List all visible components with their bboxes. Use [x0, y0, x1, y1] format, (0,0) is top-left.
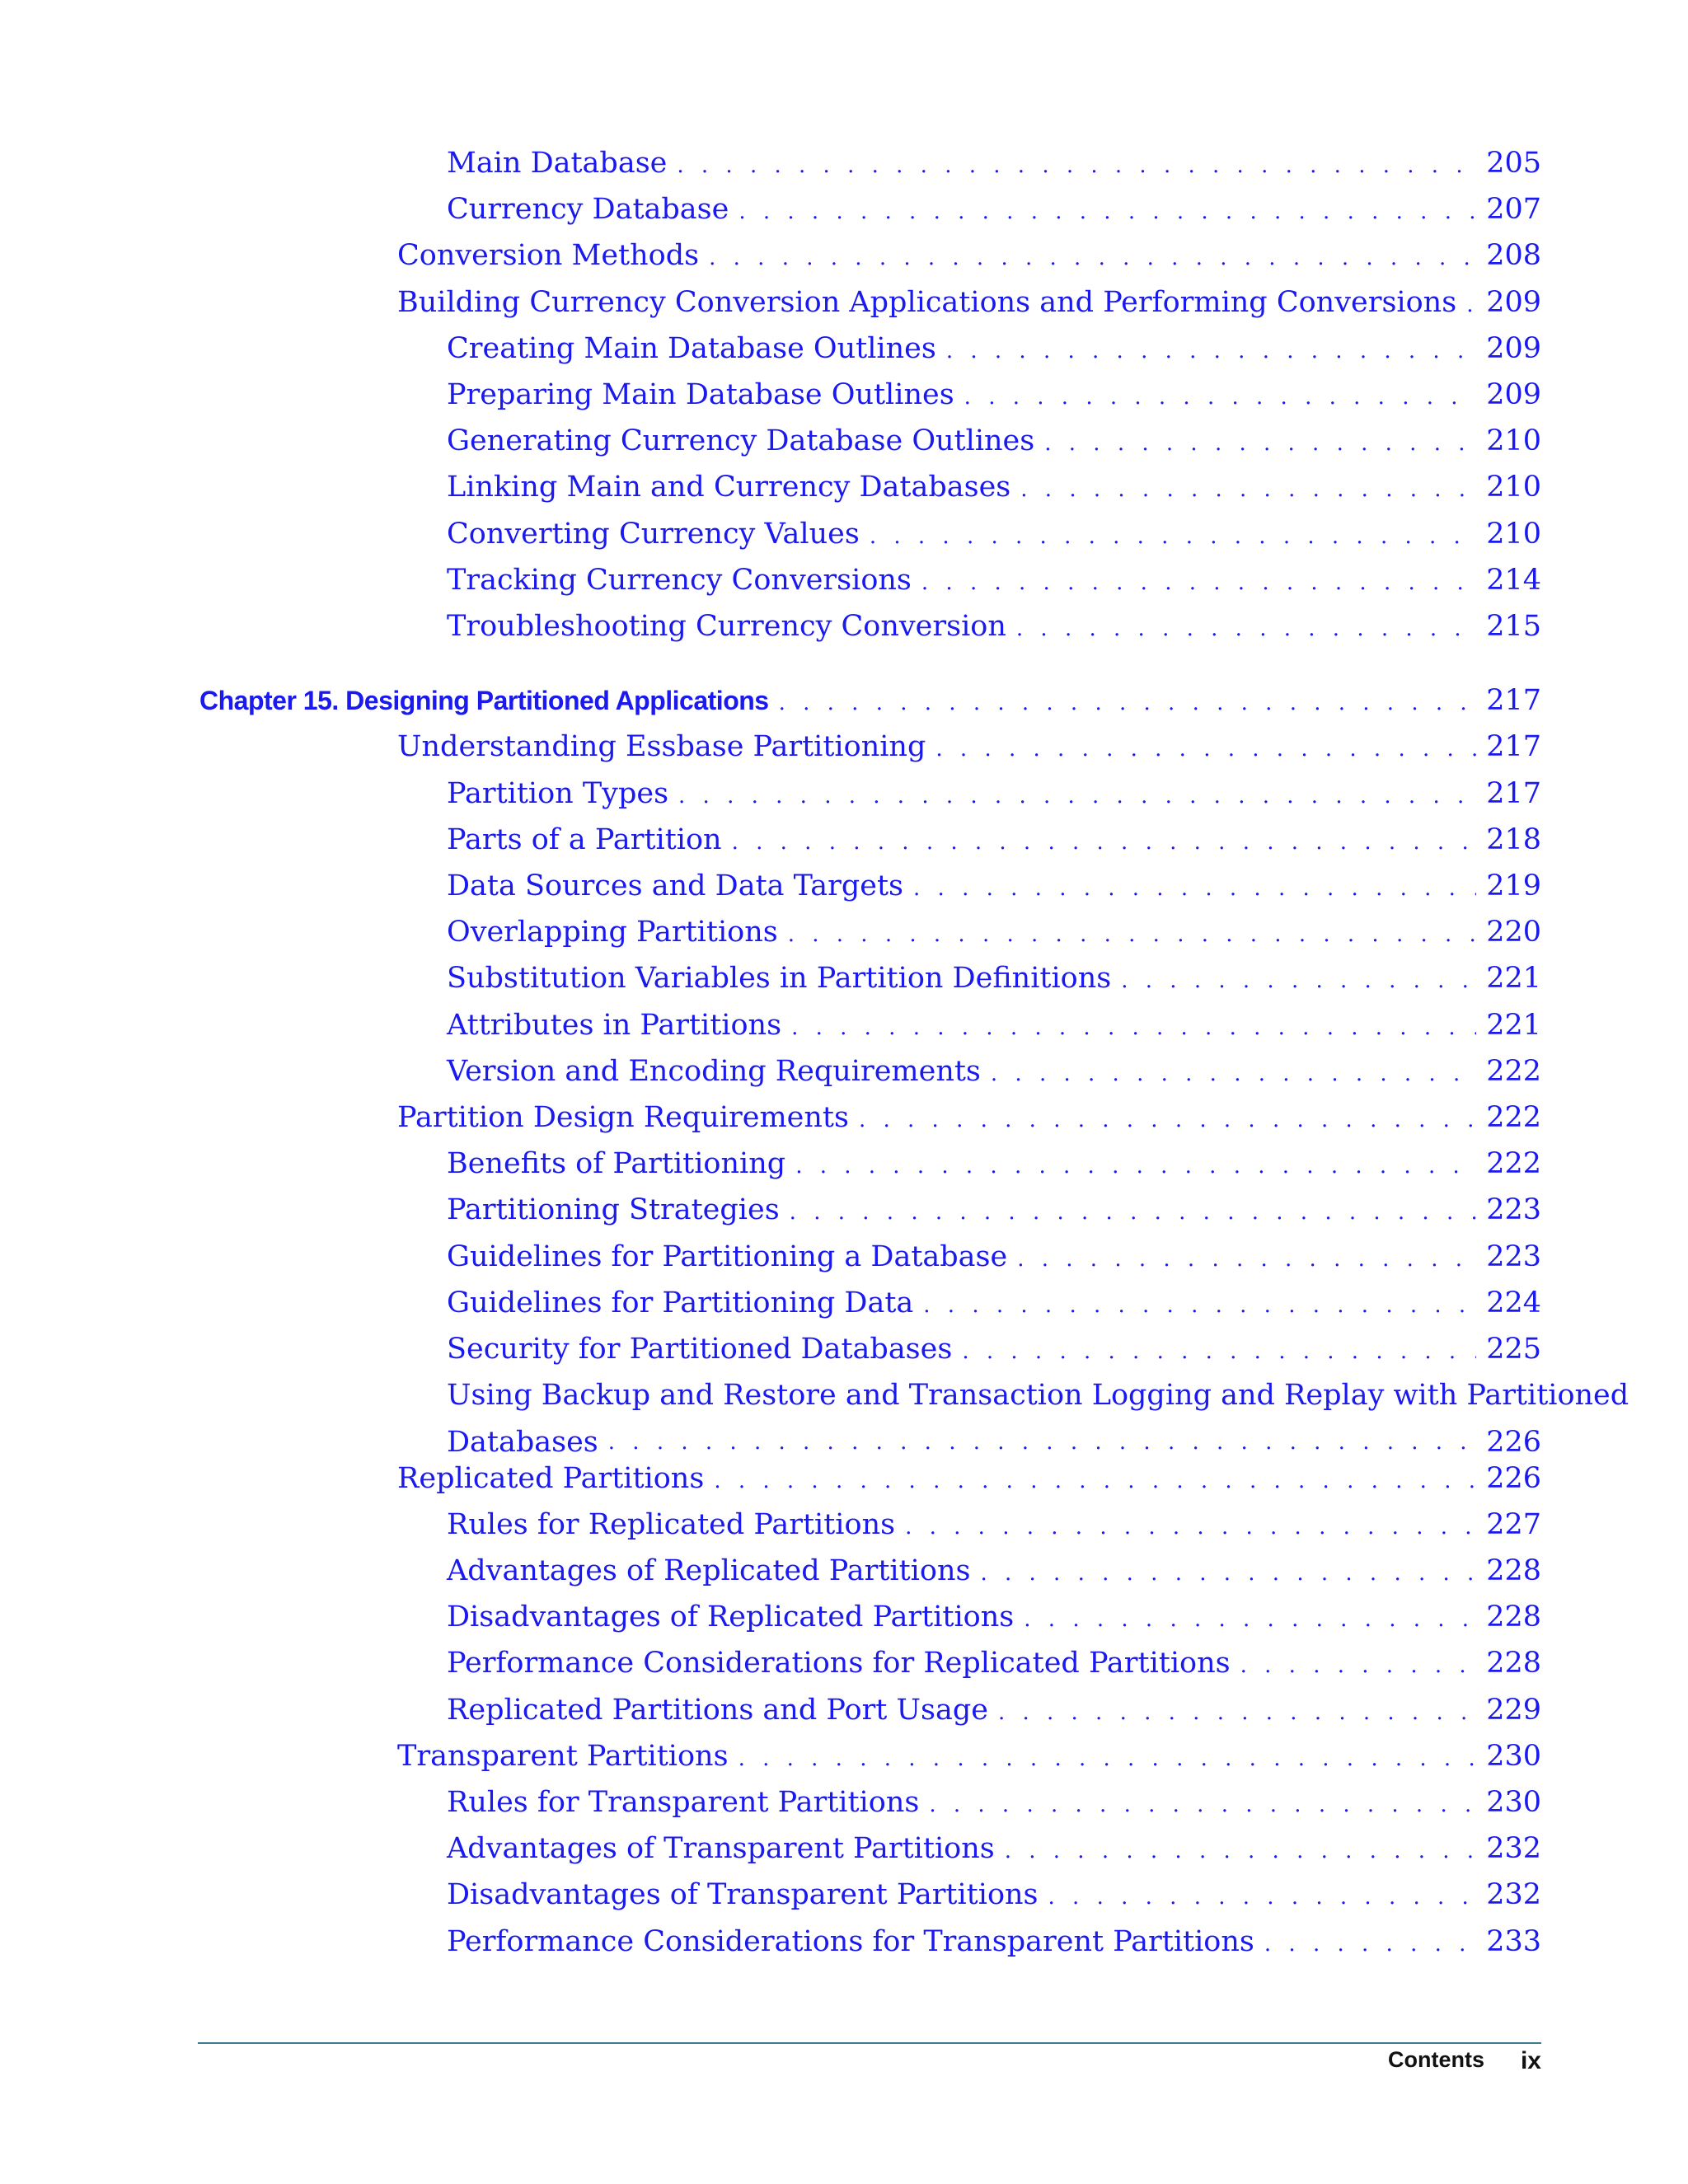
toc-entry-title: Partitioning Strategies — [447, 1193, 780, 1226]
toc-entry[interactable] — [447, 1779, 1541, 1826]
dot-leader — [964, 374, 1477, 421]
toc-entry-title: Disadvantages of Transparent Partitions — [447, 1878, 1039, 1911]
toc-entry[interactable] — [447, 326, 1541, 373]
toc-entry-title: Conversion Methods — [397, 239, 700, 272]
toc-entry[interactable] — [447, 1048, 1541, 1095]
toc-page-number: 228 — [1486, 1647, 1541, 1680]
toc-entry-title: Replicated Partitions — [397, 1462, 705, 1495]
toc-entry[interactable] — [447, 1280, 1541, 1327]
toc-entry[interactable] — [447, 418, 1541, 465]
toc-entry[interactable] — [447, 464, 1541, 511]
toc-entry[interactable] — [447, 1141, 1541, 1188]
toc-entry-title: Partition Design Requirements — [397, 1101, 849, 1134]
dot-leader — [779, 680, 1477, 727]
dot-leader — [998, 1690, 1476, 1736]
toc-page-number: 214 — [1486, 564, 1541, 597]
toc-entry-title: Chapter 15. Designing Partitioned Applications — [199, 686, 769, 715]
toc-entry[interactable] — [447, 863, 1541, 910]
toc-page-number: 209 — [1486, 286, 1541, 319]
toc-entry-title: Partition Types — [447, 777, 669, 810]
toc-entry[interactable] — [447, 140, 1541, 187]
toc-entry-title: Version and Encoding Requirements — [447, 1055, 981, 1088]
toc-page-number: 217 — [1486, 730, 1541, 763]
dot-leader — [870, 513, 1476, 560]
toc-page-number: 221 — [1486, 1009, 1541, 1042]
dot-leader — [991, 1051, 1476, 1098]
toc-page-number: 233 — [1486, 1925, 1541, 1958]
toc-page-number: 215 — [1486, 610, 1541, 643]
toc-entry-title: Guidelines for Partitioning Data — [447, 1286, 914, 1319]
dot-leader — [1048, 1874, 1477, 1921]
toc-page-number: 226 — [1486, 1462, 1541, 1495]
toc-entry[interactable] — [447, 771, 1541, 818]
toc-page-number: 209 — [1486, 378, 1541, 411]
toc-entry-title: Overlapping Partitions — [447, 916, 778, 949]
toc-page-number: 217 — [1486, 777, 1541, 810]
toc-page-number: 221 — [1486, 962, 1541, 995]
toc-entry[interactable] — [447, 1548, 1541, 1595]
toc-entry-title: Substitution Variables in Partition Definitions — [447, 962, 1112, 995]
toc-page-number: 217 — [1486, 684, 1541, 717]
toc-entry-title: Transparent Partitions — [397, 1740, 729, 1773]
toc-page-number: 223 — [1486, 1240, 1541, 1273]
dot-leader — [1240, 1643, 1477, 1690]
dot-leader — [1005, 1828, 1476, 1875]
toc-page-number: 232 — [1486, 1832, 1541, 1865]
toc-page-number: 205 — [1486, 147, 1541, 180]
dot-leader — [905, 1504, 1476, 1551]
toc-page-number: 210 — [1486, 471, 1541, 504]
dot-leader — [1466, 282, 1476, 329]
dot-leader — [1121, 958, 1476, 1005]
page-footer — [1388, 2047, 1541, 2075]
toc-entry-title: Performance Considerations for Transparent Partitions — [447, 1925, 1254, 1958]
toc-entry[interactable] — [447, 1825, 1541, 1872]
dot-leader — [962, 1329, 1476, 1376]
footer-divider — [198, 2042, 1541, 2044]
toc-entry[interactable] — [447, 1919, 1541, 1966]
toc-entry-title: Converting Currency Values — [447, 518, 860, 551]
toc-entry-title: Disadvantages of Replicated Partitions — [447, 1601, 1015, 1633]
footer-section-label: Contents — [1387, 2047, 1484, 2072]
toc-page-number: 222 — [1486, 1101, 1541, 1134]
toc-page-number: 228 — [1486, 1554, 1541, 1587]
toc-entry[interactable] — [447, 557, 1541, 604]
dot-leader — [923, 1282, 1476, 1329]
toc-entry-title: Understanding Essbase Partitioning — [397, 730, 926, 763]
dot-leader — [980, 1550, 1476, 1597]
toc-entry-title: Preparing Main Database Outlines — [447, 378, 954, 411]
toc-entry-title: Replicated Partitions and Port Usage — [447, 1694, 988, 1727]
toc-entry[interactable] — [447, 603, 1541, 650]
toc-entry-title: Troubleshooting Currency Conversion — [447, 610, 1006, 643]
toc-entry[interactable] — [447, 372, 1541, 419]
toc-page-number: 226 — [1486, 1426, 1541, 1459]
toc-entry-title: Advantages of Replicated Partitions — [447, 1554, 971, 1587]
dot-leader — [678, 773, 1476, 820]
toc-entry[interactable] — [447, 1234, 1541, 1281]
toc-entry-title: Currency Database — [447, 193, 729, 226]
toc-page-number: 209 — [1486, 332, 1541, 365]
toc-entry[interactable] — [447, 1326, 1541, 1373]
toc-entry-title: Building Currency Conversion Applications and Performing Conversions — [397, 286, 1457, 319]
dot-leader — [859, 1097, 1476, 1144]
dot-leader — [913, 865, 1476, 912]
dot-leader — [790, 1189, 1477, 1236]
toc-entry[interactable] — [447, 1872, 1541, 1919]
footer-page-number: ix — [1520, 2047, 1541, 2074]
toc-page-number: 230 — [1486, 1740, 1541, 1773]
dot-leader — [929, 1782, 1476, 1829]
dot-leader — [714, 1458, 1476, 1505]
toc-entry[interactable] — [447, 955, 1541, 1002]
toc-entry[interactable] — [397, 1094, 1541, 1141]
toc-page-number: 229 — [1486, 1694, 1541, 1727]
dot-leader — [677, 143, 1476, 190]
toc-entry-title: Performance Considerations for Replicated Partitions — [447, 1647, 1231, 1680]
toc-entry[interactable] — [447, 1002, 1541, 1049]
toc-page-number: 232 — [1486, 1878, 1541, 1911]
dot-leader — [791, 1005, 1476, 1052]
dot-leader — [732, 819, 1477, 866]
toc-entry-title: Data Sources and Data Targets — [447, 869, 904, 902]
toc-page-number: 225 — [1486, 1333, 1541, 1366]
toc-entry[interactable] — [447, 1502, 1541, 1549]
toc-entry-title: Tracking Currency Conversions — [447, 564, 912, 597]
dot-leader — [1017, 1236, 1476, 1283]
toc-page-number: 207 — [1486, 193, 1541, 226]
dot-leader — [709, 235, 1476, 282]
toc-entry[interactable] — [447, 1187, 1541, 1234]
toc-entry-title: Creating Main Database Outlines — [447, 332, 936, 365]
toc-entry[interactable] — [447, 511, 1541, 558]
toc-page-number: 218 — [1486, 823, 1541, 856]
toc-entry[interactable] — [447, 909, 1541, 956]
toc-entry[interactable] — [397, 1455, 1541, 1502]
toc-entry[interactable] — [397, 279, 1541, 326]
toc-entry[interactable] — [447, 1372, 1629, 1466]
toc-page-number: 223 — [1486, 1193, 1541, 1226]
toc-entry-title: Parts of a Partition — [447, 823, 722, 856]
toc-page-number: 224 — [1486, 1286, 1541, 1319]
toc-entry-title: Attributes in Partitions — [447, 1009, 782, 1042]
toc-entry-title-continued: Databases — [447, 1426, 598, 1459]
dot-leader — [1024, 1596, 1476, 1643]
dot-leader — [788, 912, 1476, 958]
dot-leader — [795, 1143, 1476, 1190]
toc-page-number: 230 — [1486, 1786, 1541, 1819]
toc-page-number: 222 — [1486, 1055, 1541, 1088]
dot-leader — [1020, 466, 1476, 513]
toc-entry[interactable] — [447, 186, 1541, 233]
dot-leader — [1264, 1921, 1476, 1968]
toc-entry-title: Main Database — [447, 147, 668, 180]
toc-page-number: 227 — [1486, 1508, 1541, 1541]
toc-page-number: 220 — [1486, 916, 1541, 949]
dot-leader — [921, 560, 1476, 607]
toc-entry-title: Security for Partitioned Databases — [447, 1333, 953, 1366]
toc-page-number: 210 — [1486, 518, 1541, 551]
toc-entry[interactable] — [397, 232, 1541, 279]
toc-entry-title: Rules for Replicated Partitions — [447, 1508, 896, 1541]
toc-entry-title: Advantages of Transparent Partitions — [447, 1832, 995, 1865]
toc-page-number: 219 — [1486, 869, 1541, 902]
toc-entry-title: Rules for Transparent Partitions — [447, 1786, 920, 1819]
toc-entry-title: Guidelines for Partitioning a Database — [447, 1240, 1008, 1273]
toc-chapter-entry[interactable] — [199, 677, 1541, 724]
toc-page-number: 222 — [1486, 1147, 1541, 1180]
dot-leader — [935, 726, 1476, 773]
dot-leader — [946, 328, 1476, 375]
toc-entry[interactable] — [447, 817, 1541, 864]
toc-page-number: 208 — [1486, 239, 1541, 272]
toc-entry[interactable] — [447, 1594, 1541, 1641]
toc-page-number: 228 — [1486, 1601, 1541, 1633]
toc-page-number: 210 — [1486, 424, 1541, 457]
toc-entry[interactable] — [397, 724, 1541, 771]
toc-entry[interactable] — [397, 1733, 1541, 1780]
dot-leader — [738, 189, 1476, 236]
toc-entry-title: Linking Main and Currency Databases — [447, 471, 1011, 504]
toc-entry-title: Using Backup and Restore and Transaction Logging and Replay with Partitioned — [447, 1379, 1629, 1412]
toc-entry[interactable] — [447, 1640, 1541, 1687]
dot-leader — [1016, 606, 1476, 653]
toc-entry-title: Generating Currency Database Outlines — [447, 424, 1035, 457]
dot-leader — [738, 1736, 1477, 1783]
toc-entry-title: Benefits of Partitioning — [447, 1147, 786, 1180]
dot-leader — [1044, 420, 1476, 467]
toc-entry[interactable] — [447, 1687, 1541, 1734]
